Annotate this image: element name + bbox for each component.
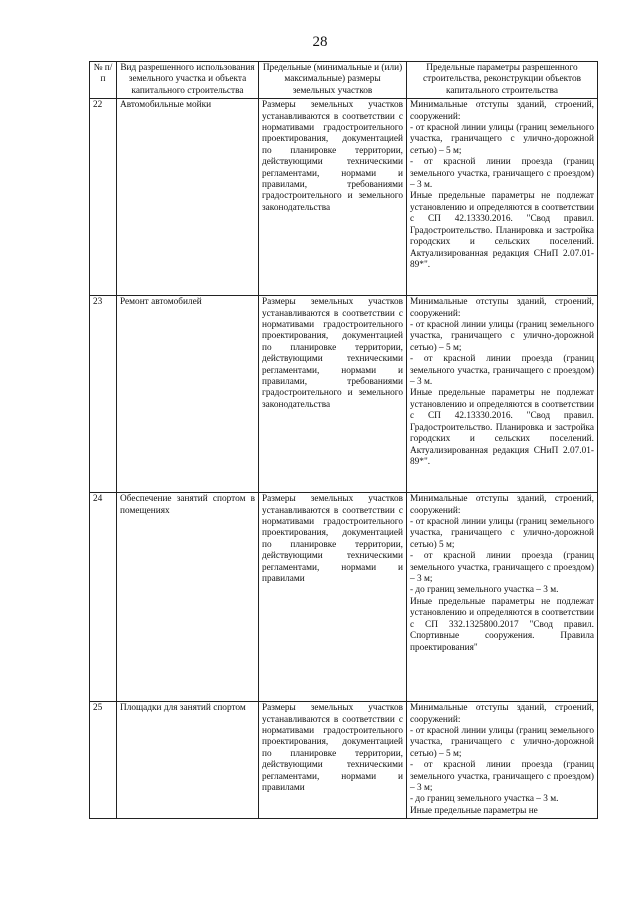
- row-num: 25: [90, 702, 117, 819]
- param-line: Минимальные отступы зданий, строений, сооружений:: [410, 494, 594, 516]
- param-line: Иные предельные параметры не подлежат установлению и определяются в соответствии с СП 332.1325800.2017 "Свод правил. Спортивные сооружения. Правила проектирования": [410, 596, 594, 653]
- row-kind: Обеспечение занятий спортом в помещениях: [117, 493, 259, 702]
- table-header-row: [90, 62, 598, 99]
- row-kind: Площадки для занятий спортом: [117, 702, 259, 819]
- row-num: 24: [90, 493, 117, 702]
- row-params: [407, 296, 598, 493]
- table-row: [90, 702, 598, 819]
- param-line: - до границ земельного участка – 3 м.: [410, 585, 559, 596]
- row-params: [407, 702, 598, 819]
- row-sizes: Размеры земельных участков устанавливаются в соответствии с нормативами градостроительного проектирования, документацией по планировке территории, действующими техническими регламентами, нормами и правилами, требованиями градостроительного и земельного законодательства: [259, 296, 407, 493]
- table-row: [90, 493, 598, 702]
- header-kind: Вид разрешенного использования земельного участка и объекта капитального строительства: [117, 62, 259, 99]
- row-kind: Автомобильные мойки: [117, 99, 259, 296]
- row-sizes: Размеры земельных участков устанавливаются в соответствии с нормативами градостроительного проектирования, документацией по планировке территории, действующими техническими регламентами, нормами и правилами, требованиями градостроительного и земельного законодательства: [259, 99, 407, 296]
- row-sizes: Размеры земельных участков устанавливаются в соответствии с нормативами градостроительного проектирования, документацией по планировке территории, действующими техническими регламентами, нормами и правилами: [259, 493, 407, 702]
- header-sizes: Предельные (минимальные и (или) максимальные) размеры земельных участков: [259, 62, 407, 99]
- row-params: [407, 493, 598, 702]
- page-number: 28: [312, 34, 328, 50]
- row-sizes: Размеры земельных участков устанавливаются в соответствии с нормативами градостроительного проектирования, документацией по планировке территории, действующими техническими регламентами, нормами и правилами: [259, 702, 407, 819]
- row-kind: Ремонт автомобилей: [117, 296, 259, 493]
- param-line: - до границ земельного участка – 3 м.: [410, 794, 559, 805]
- param-line: - от красной линии проезда (границ земельного участка, граничащего с проездом) – 3 м;: [410, 760, 594, 794]
- land-use-table: [89, 61, 598, 819]
- param-line: - от красной линии проезда (границ земельного участка, граничащего с проездом) – 3 м.: [410, 157, 594, 191]
- param-line: - от красной линии проезда (границ земельного участка, граничащего с проездом) – 3 м.: [410, 354, 594, 388]
- param-line: Иные предельные параметры не подлежат установлению и определяются в соответствии с СП 42.13330.2016. "Свод правил. Градостроительство. Планировка и застройка городских и сельских поселений. Актуализированная редакция СНиП 2.07.01-89*".: [410, 191, 594, 270]
- param-line: Иные предельные параметры не: [410, 805, 538, 816]
- row-num: 22: [90, 99, 117, 296]
- param-line: Минимальные отступы зданий, строений, сооружений:: [410, 297, 594, 319]
- param-line: - от красной линии улицы (границ земельного участка, граничащего с улично-дорожной сетью) 5 м;: [410, 517, 594, 550]
- param-line: - от красной линии улицы (границ земельного участка, граничащего с улично-дорожной сетью) – 5 м;: [410, 726, 594, 759]
- param-line: Минимальные отступы зданий, строений, сооружений:: [410, 703, 594, 725]
- param-line: - от красной линии проезда (границ земельного участка, граничащего с проездом) – 3 м;: [410, 551, 594, 585]
- row-params: [407, 99, 598, 296]
- param-line: - от красной линии улицы (границ земельного участка, граничащего с улично-дорожной сетью) – 5 м;: [410, 123, 594, 156]
- header-params: Предельные параметры разрешенного строительства, реконструкции объектов капитального строительства: [407, 62, 598, 99]
- table-row: [90, 99, 598, 296]
- param-line: Минимальные отступы зданий, строений, сооружений:: [410, 100, 594, 122]
- header-num: № п/п: [90, 62, 117, 99]
- row-num: 23: [90, 296, 117, 493]
- param-line: Иные предельные параметры не подлежат установлению и определяются в соответствии с СП 42.13330.2016. "Свод правил. Градостроительство. Планировка и застройка городских и сельских поселений. Актуализированная редакция СНиП 2.07.01-89*".: [410, 388, 594, 467]
- param-line: - от красной линии улицы (границ земельного участка, граничащего с улично-дорожной сетью) – 5 м;: [410, 320, 594, 353]
- table-row: [90, 296, 598, 493]
